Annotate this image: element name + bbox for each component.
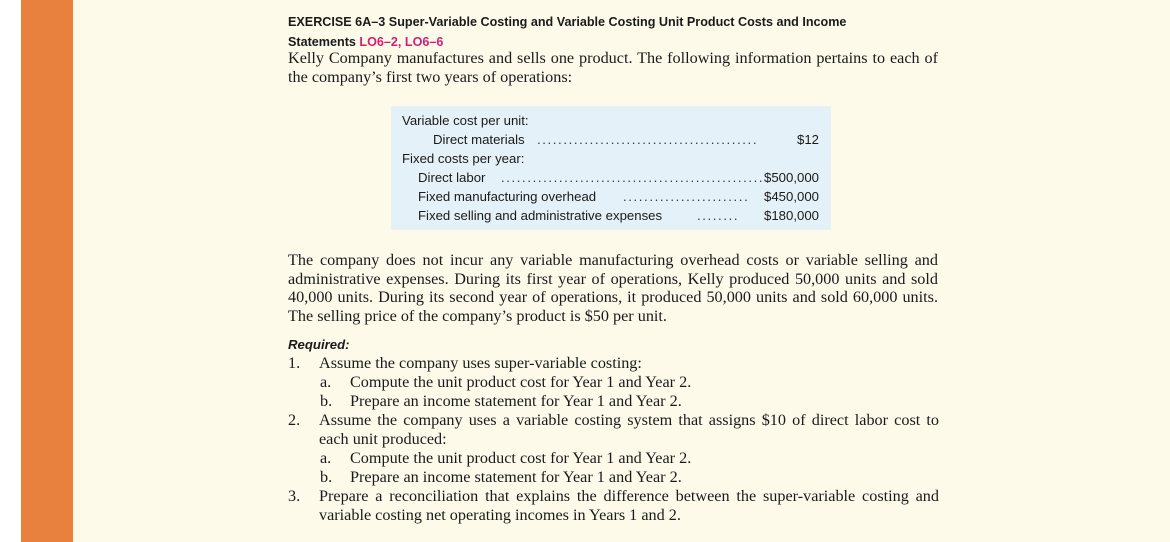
required-heading: Required: xyxy=(288,337,350,352)
table-row xyxy=(391,111,831,130)
leader-dots: ........................ xyxy=(623,189,750,204)
table-row xyxy=(391,206,831,225)
variable-cost-header: Variable cost per unit: xyxy=(402,113,529,128)
item-number: 2. xyxy=(288,411,301,429)
item-text: Assume the company uses super-variable costing: xyxy=(319,354,642,372)
item-letter: b. xyxy=(320,468,333,486)
item-letter: a. xyxy=(320,449,332,467)
fixed-sga-label: Fixed selling and administrative expenses xyxy=(418,208,663,223)
item-text: Compute the unit product cost for Year 1 and Year 2. xyxy=(350,373,692,391)
direct-materials-value: $12 xyxy=(796,132,819,147)
item-text: Prepare an income statement for Year 1 and Year 2. xyxy=(350,468,682,486)
body-paragraph: The company does not incur any variable manufacturing overhead costs or variable selling and administrative expenses. During its first year of operations, Kelly produced 50,000 units and sold 40,000 units. During its second year of operations, it produced 50,000 units and sold 60,000 units. The selling price of the company’s product is $50 per unit. xyxy=(288,251,938,325)
table-row xyxy=(391,168,831,187)
fixed-mfg-overhead-label: Fixed manufacturing overhead xyxy=(418,189,597,204)
table-row xyxy=(391,130,831,149)
item-text: Prepare an income statement for Year 1 and Year 2. xyxy=(350,392,682,410)
exercise-title-line2: Statements xyxy=(288,35,356,49)
leader-dots: .................................................. xyxy=(501,170,765,185)
direct-labor-label: Direct labor xyxy=(418,170,486,185)
learning-objectives-link[interactable]: LO6–2, LO6–6 xyxy=(359,35,444,49)
table-row xyxy=(391,149,831,168)
left-margin xyxy=(0,0,21,542)
table-row xyxy=(391,187,831,206)
item-number: 3. xyxy=(288,487,301,505)
intro-paragraph: Kelly Company manufactures and sells one product. The following information pertains to each of the company’s first two years of operations: xyxy=(288,49,938,86)
fixed-mfg-overhead-value: $450,000 xyxy=(763,189,819,204)
cost-data-table xyxy=(391,106,831,230)
item-letter: a. xyxy=(320,373,332,391)
item-letter: b. xyxy=(320,392,333,410)
item-text: Prepare a reconciliation that explains the difference between the super-variable costing and variable costing net operating incomes in Years 1 and 2. xyxy=(319,487,939,524)
item-text: Compute the unit product cost for Year 1 and Year 2. xyxy=(350,449,692,467)
exercise-header xyxy=(288,12,948,52)
leader-dots: .......................................... xyxy=(537,132,759,147)
accent-sidebar-bar xyxy=(21,0,73,542)
direct-labor-value: $500,000 xyxy=(763,170,819,185)
direct-materials-label: Direct materials xyxy=(433,132,525,147)
leader-dots: ........ xyxy=(697,208,740,223)
item-text: Assume the company uses a variable costing system that assigns $10 of direct labor cost to each unit produced: xyxy=(319,411,939,448)
item-number: 1. xyxy=(288,354,301,372)
exercise-title: EXERCISE 6A–3 Super-Variable Costing and Variable Costing Unit Product Costs and Income xyxy=(288,15,847,29)
fixed-cost-header: Fixed costs per year: xyxy=(402,151,525,166)
fixed-sga-value: $180,000 xyxy=(763,208,819,223)
